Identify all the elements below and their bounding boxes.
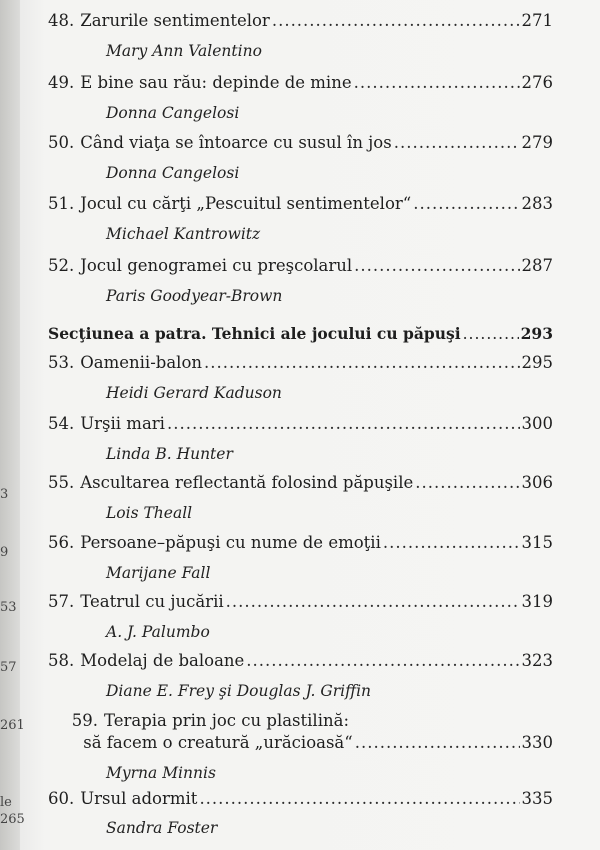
leader-dots [272, 10, 520, 32]
entry-page: 319 [521, 592, 553, 611]
gutter-number: 265 [0, 812, 25, 827]
entry-author: Myrna Minnis [106, 764, 216, 782]
leader-dots [354, 72, 520, 94]
entry-title: Teatrul cu jucării [80, 592, 224, 611]
entry-number: 53. [48, 353, 75, 372]
gutter-number: 9 [0, 545, 9, 560]
toc-entry [48, 788, 553, 848]
entry-author: Diane E. Frey şi Douglas J. Griffin [106, 682, 372, 700]
entry-page: 315 [521, 533, 553, 552]
gutter-number: 261 [0, 718, 25, 733]
leader-dots [355, 732, 520, 754]
toc-entry [48, 591, 553, 651]
entry-title: Jocul genogramei cu preşcolarul [80, 256, 353, 275]
entry-number: 59. [71, 711, 98, 730]
entry-number: 58. [48, 651, 75, 670]
leader-dots [199, 788, 519, 810]
entry-number: 49. [48, 73, 75, 92]
toc-entry [48, 255, 553, 315]
entry-page: 276 [521, 73, 553, 92]
entry-author: Sandra Foster [106, 819, 218, 837]
toc-entry [48, 352, 553, 412]
leader-dots [413, 193, 519, 215]
section-page: 293 [520, 324, 553, 343]
page-gutter [0, 0, 25, 850]
entry-number: 52. [48, 256, 75, 275]
toc-entry [48, 72, 553, 132]
entry-author: Heidi Gerard Kaduson [106, 384, 282, 402]
entry-title: Terapia prin joc cu plastilină: [104, 711, 350, 730]
section-title: Secţiunea a patra. Tehnici ale jocului cu păpuşi [48, 324, 461, 343]
entry-author: Lois Theall [106, 504, 193, 522]
entry-page: 323 [521, 651, 553, 670]
toc-entry [48, 413, 553, 473]
entry-title: Jocul cu cărţi „Pescuitul sentimentelor“ [80, 194, 412, 213]
leader-dots [394, 132, 520, 154]
entry-title: Zarurile sentimentelor [80, 11, 270, 30]
leader-dots [246, 650, 519, 672]
entry-title: Oamenii-balon [80, 353, 203, 372]
entry-page: 283 [521, 194, 553, 213]
entry-number: 57. [48, 592, 75, 611]
entry-number: 56. [48, 533, 75, 552]
entry-number: 51. [48, 194, 75, 213]
entry-page: 295 [521, 353, 553, 372]
gutter-number: 3 [0, 487, 9, 502]
entry-title: Când viaţa se întoarce cu susul în jos [80, 133, 392, 152]
entry-page: 335 [521, 789, 553, 808]
entry-number: 48. [48, 11, 75, 30]
gutter-number: 53 [0, 600, 17, 615]
gutter-number: 57 [0, 660, 17, 675]
toc-entry [48, 710, 553, 790]
entry-page: 306 [521, 473, 553, 492]
entry-page: 330 [521, 733, 553, 752]
entry-title: Ascultarea reflectantă folosind păpuşile [80, 473, 414, 492]
entry-author: Donna Cangelosi [106, 104, 240, 122]
entry-author: Marijane Fall [106, 564, 211, 582]
entry-number: 50. [48, 133, 75, 152]
entry-page: 287 [521, 256, 553, 275]
entry-title: Ursul adormit [80, 789, 198, 808]
toc-entry [48, 193, 553, 253]
entry-author: Linda B. Hunter [106, 445, 233, 463]
toc-entry [48, 132, 553, 192]
entry-author: Mary Ann Valentino [106, 42, 262, 60]
entry-author: A. J. Palumbo [106, 623, 210, 641]
entry-title: Persoane–păpuşi cu nume de emoţii [80, 533, 381, 552]
leader-dots [415, 472, 519, 494]
toc-entry [48, 650, 553, 710]
leader-dots [204, 352, 519, 374]
leader-dots [463, 323, 519, 345]
entry-number: 54. [48, 414, 75, 433]
leader-dots [226, 591, 520, 613]
entry-page: 271 [521, 11, 553, 30]
section-heading [48, 323, 553, 345]
entry-page: 300 [521, 414, 553, 433]
entry-title: E bine sau rău: depinde de mine [80, 73, 352, 92]
entry-author: Paris Goodyear-Brown [106, 287, 283, 305]
entry-author: Donna Cangelosi [106, 164, 240, 182]
leader-dots [383, 532, 520, 554]
leader-dots [167, 413, 520, 435]
leader-dots [354, 255, 519, 277]
toc-entry [48, 472, 553, 532]
entry-title-continued: să facem o creatură „urăcioasă“ [83, 733, 353, 752]
entry-page: 279 [521, 133, 553, 152]
entry-title: Modelaj de baloane [80, 651, 245, 670]
gutter-number: le [0, 795, 12, 810]
toc-entry [48, 532, 553, 592]
entry-author: Michael Kantrowitz [106, 225, 261, 243]
entry-number: 60. [48, 789, 75, 808]
entry-number: 55. [48, 473, 75, 492]
entry-title: Urşii mari [80, 414, 165, 433]
toc-entry [48, 10, 553, 70]
